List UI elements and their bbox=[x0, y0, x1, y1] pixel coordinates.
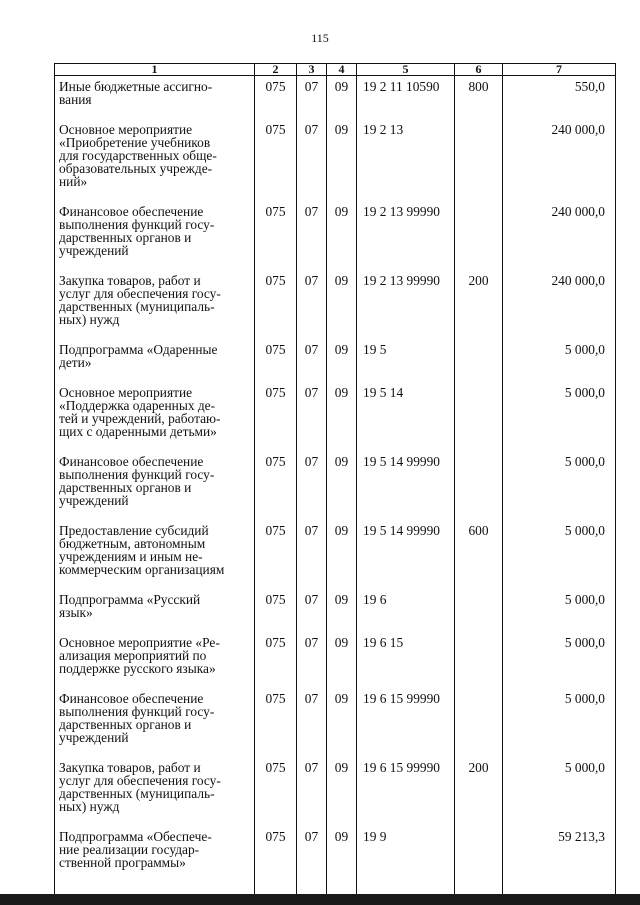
row-spacer bbox=[55, 257, 616, 274]
row-subsection-code: 09 bbox=[327, 205, 357, 257]
row-subsection-code: 09 bbox=[327, 455, 357, 507]
row-amount: 5 000,0 bbox=[503, 593, 616, 619]
row-amount: 5 000,0 bbox=[503, 343, 616, 369]
row-amount: 5 000,0 bbox=[503, 692, 616, 744]
row-section-code: 07 bbox=[297, 386, 327, 438]
row-section-code: 07 bbox=[297, 80, 327, 106]
table-body bbox=[55, 76, 616, 900]
row-amount: 5 000,0 bbox=[503, 386, 616, 438]
table-row bbox=[55, 830, 616, 869]
row-expense-type bbox=[455, 455, 503, 507]
table-row bbox=[55, 593, 616, 619]
table-row bbox=[55, 123, 616, 188]
row-target-article: 19 5 14 bbox=[357, 386, 455, 438]
row-subsection-code: 09 bbox=[327, 524, 357, 576]
table-row bbox=[55, 455, 616, 507]
table-row bbox=[55, 524, 616, 576]
row-name: Закупка товаров, работ и услуг для обеспечения госу- дарственных (муниципаль- ных) нужд bbox=[55, 761, 255, 813]
row-grbs-code: 075 bbox=[255, 524, 297, 576]
row-amount: 550,0 bbox=[503, 80, 616, 106]
row-section-code: 07 bbox=[297, 524, 327, 576]
table-row bbox=[55, 761, 616, 813]
row-expense-type bbox=[455, 636, 503, 675]
row-grbs-code: 075 bbox=[255, 761, 297, 813]
row-name: Основное мероприятие «Поддержка одаренных де- тей и учреждений, работаю- щих с одаренными детьми» bbox=[55, 386, 255, 438]
row-spacer bbox=[55, 326, 616, 343]
row-subsection-code: 09 bbox=[327, 692, 357, 744]
row-target-article: 19 6 15 99990 bbox=[357, 761, 455, 813]
row-spacer bbox=[55, 619, 616, 636]
row-spacer bbox=[55, 675, 616, 692]
row-grbs-code: 075 bbox=[255, 205, 297, 257]
column-header-3: 3 bbox=[297, 64, 327, 76]
row-grbs-code: 075 bbox=[255, 343, 297, 369]
row-spacer bbox=[55, 438, 616, 455]
row-spacer bbox=[55, 507, 616, 524]
row-amount: 240 000,0 bbox=[503, 274, 616, 326]
row-amount: 59 213,3 bbox=[503, 830, 616, 869]
row-grbs-code: 075 bbox=[255, 123, 297, 188]
row-subsection-code: 09 bbox=[327, 593, 357, 619]
row-target-article: 19 5 14 99990 bbox=[357, 455, 455, 507]
row-name: Финансовое обеспечение выполнения функций госу- дарственных органов и учреждений bbox=[55, 205, 255, 257]
row-expense-type bbox=[455, 593, 503, 619]
row-expense-type: 800 bbox=[455, 80, 503, 106]
row-amount: 5 000,0 bbox=[503, 761, 616, 813]
row-grbs-code: 075 bbox=[255, 80, 297, 106]
row-spacer bbox=[55, 813, 616, 830]
row-target-article: 19 5 bbox=[357, 343, 455, 369]
row-amount: 240 000,0 bbox=[503, 123, 616, 188]
row-subsection-code: 09 bbox=[327, 761, 357, 813]
row-name: Финансовое обеспечение выполнения функций госу- дарственных органов и учреждений bbox=[55, 455, 255, 507]
row-name: Подпрограмма «Обеспече- ние реализации государ- ственной программы» bbox=[55, 830, 255, 869]
row-target-article: 19 6 bbox=[357, 593, 455, 619]
row-expense-type bbox=[455, 343, 503, 369]
row-subsection-code: 09 bbox=[327, 123, 357, 188]
row-section-code: 07 bbox=[297, 205, 327, 257]
row-expense-type bbox=[455, 205, 503, 257]
row-spacer bbox=[55, 576, 616, 593]
row-name: Финансовое обеспечение выполнения функций госу- дарственных органов и учреждений bbox=[55, 692, 255, 744]
row-spacer bbox=[55, 744, 616, 761]
row-section-code: 07 bbox=[297, 123, 327, 188]
row-target-article: 19 6 15 bbox=[357, 636, 455, 675]
header-row bbox=[55, 64, 616, 76]
row-grbs-code: 075 bbox=[255, 636, 297, 675]
table-row bbox=[55, 636, 616, 675]
row-subsection-code: 09 bbox=[327, 343, 357, 369]
row-target-article: 19 9 bbox=[357, 830, 455, 869]
row-target-article: 19 6 15 99990 bbox=[357, 692, 455, 744]
table-row bbox=[55, 80, 616, 106]
row-section-code: 07 bbox=[297, 830, 327, 869]
row-section-code: 07 bbox=[297, 636, 327, 675]
row-spacer bbox=[55, 188, 616, 205]
row-grbs-code: 075 bbox=[255, 593, 297, 619]
row-expense-type: 200 bbox=[455, 761, 503, 813]
row-target-article: 19 2 13 99990 bbox=[357, 205, 455, 257]
row-subsection-code: 09 bbox=[327, 80, 357, 106]
row-name: Подпрограмма «Русский язык» bbox=[55, 593, 255, 619]
row-name: Предоставление субсидий бюджетным, автономным учреждениям и иным не- коммерческим организациям bbox=[55, 524, 255, 576]
row-target-article: 19 2 13 bbox=[357, 123, 455, 188]
scan-bottom-border bbox=[0, 894, 640, 905]
row-section-code: 07 bbox=[297, 692, 327, 744]
row-expense-type: 200 bbox=[455, 274, 503, 326]
row-name: Основное мероприятие «Приобретение учебников для государственных обще- образовательных учрежде- ний» bbox=[55, 123, 255, 188]
row-name: Закупка товаров, работ и услуг для обеспечения госу- дарственных (муниципаль- ных) нужд bbox=[55, 274, 255, 326]
row-grbs-code: 075 bbox=[255, 455, 297, 507]
row-amount: 5 000,0 bbox=[503, 636, 616, 675]
row-subsection-code: 09 bbox=[327, 830, 357, 869]
column-header-1: 1 bbox=[55, 64, 255, 76]
row-spacer bbox=[55, 369, 616, 386]
row-name: Подпрограмма «Одаренные дети» bbox=[55, 343, 255, 369]
row-grbs-code: 075 bbox=[255, 830, 297, 869]
row-subsection-code: 09 bbox=[327, 274, 357, 326]
row-section-code: 07 bbox=[297, 455, 327, 507]
row-expense-type bbox=[455, 830, 503, 869]
row-section-code: 07 bbox=[297, 274, 327, 326]
row-section-code: 07 bbox=[297, 343, 327, 369]
table-row bbox=[55, 692, 616, 744]
row-target-article: 19 2 13 99990 bbox=[357, 274, 455, 326]
row-name: Иные бюджетные ассигно- вания bbox=[55, 80, 255, 106]
row-amount: 240 000,0 bbox=[503, 205, 616, 257]
column-header-2: 2 bbox=[255, 64, 297, 76]
row-expense-type: 600 bbox=[455, 524, 503, 576]
row-expense-type bbox=[455, 386, 503, 438]
row-target-article: 19 2 11 10590 bbox=[357, 80, 455, 106]
table-row bbox=[55, 274, 616, 326]
row-subsection-code: 09 bbox=[327, 636, 357, 675]
row-spacer bbox=[55, 106, 616, 123]
row-name: Основное мероприятие «Ре- ализация мероприятий по поддержке русского языка» bbox=[55, 636, 255, 675]
row-expense-type bbox=[455, 123, 503, 188]
table-row bbox=[55, 205, 616, 257]
row-target-article: 19 5 14 99990 bbox=[357, 524, 455, 576]
row-expense-type bbox=[455, 692, 503, 744]
table-row bbox=[55, 343, 616, 369]
column-header-5: 5 bbox=[357, 64, 455, 76]
row-amount: 5 000,0 bbox=[503, 455, 616, 507]
column-header-7: 7 bbox=[503, 64, 616, 76]
row-section-code: 07 bbox=[297, 593, 327, 619]
column-header-4: 4 bbox=[327, 64, 357, 76]
row-grbs-code: 075 bbox=[255, 274, 297, 326]
row-section-code: 07 bbox=[297, 761, 327, 813]
row-amount: 5 000,0 bbox=[503, 524, 616, 576]
row-subsection-code: 09 bbox=[327, 386, 357, 438]
row-grbs-code: 075 bbox=[255, 386, 297, 438]
page-number: 115 bbox=[311, 31, 329, 45]
table-row bbox=[55, 386, 616, 438]
row-grbs-code: 075 bbox=[255, 692, 297, 744]
column-header-6: 6 bbox=[455, 64, 503, 76]
budget-table bbox=[54, 63, 616, 899]
